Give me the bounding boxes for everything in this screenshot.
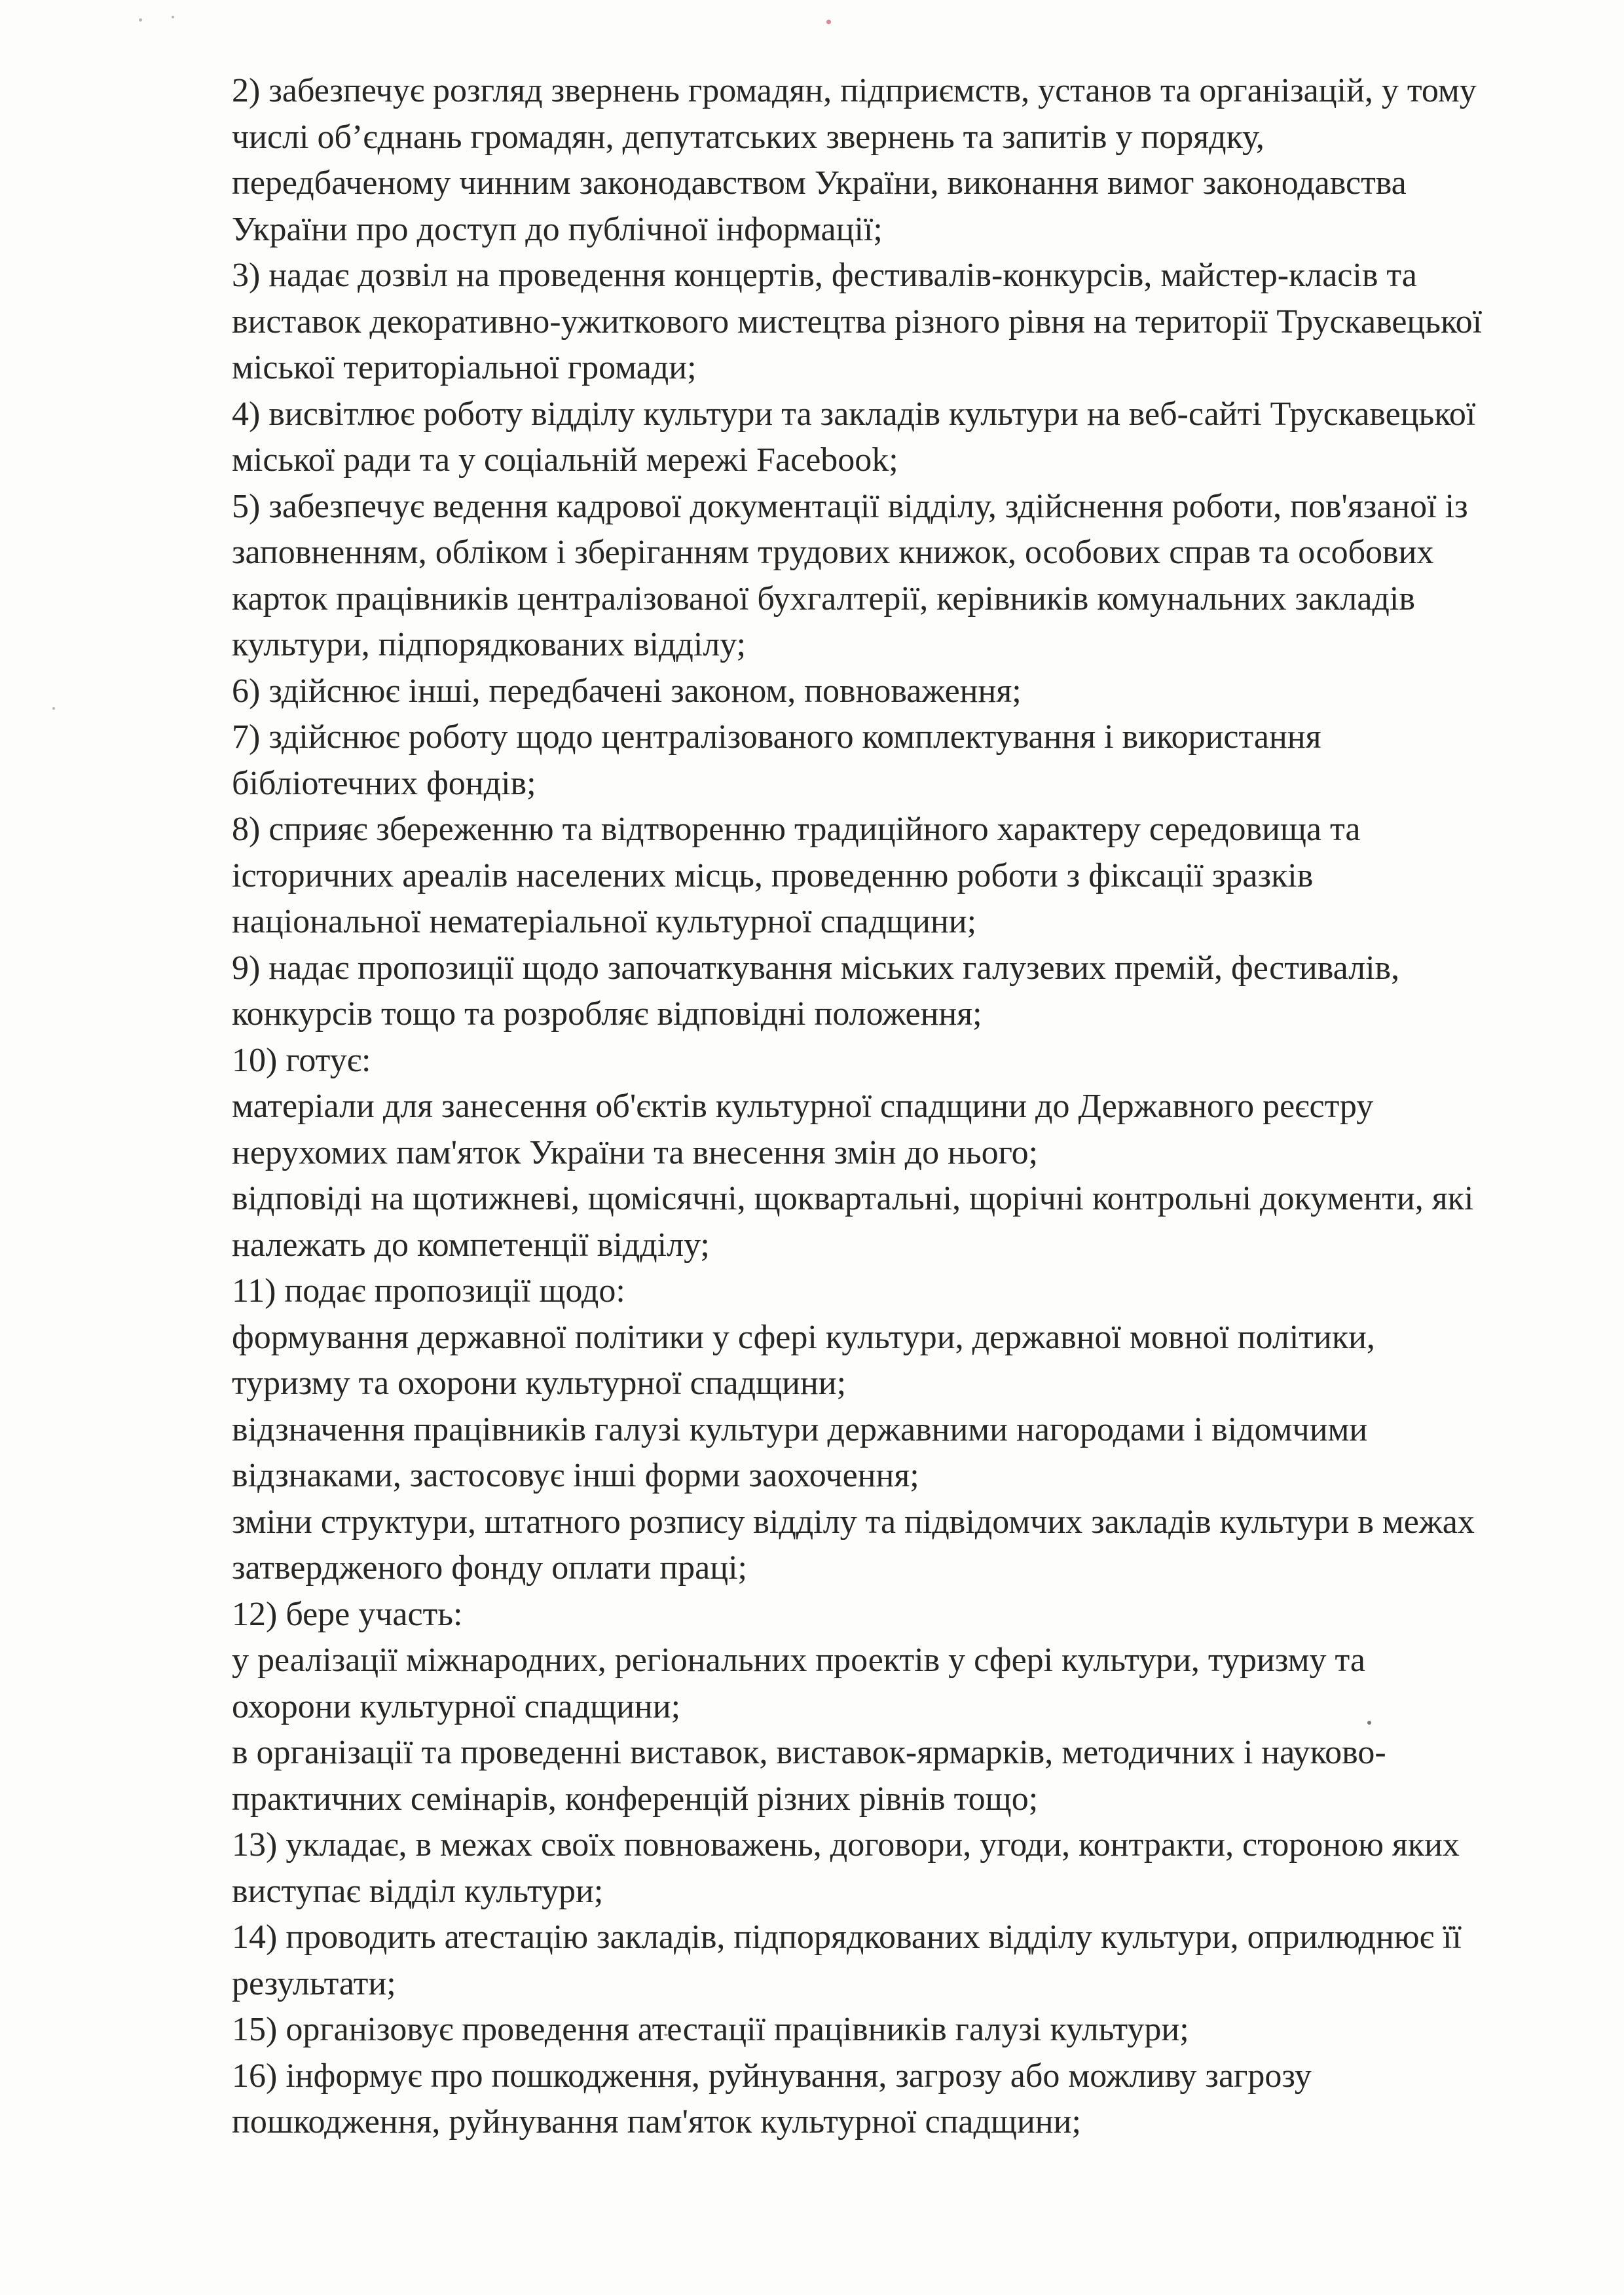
scan-speck — [52, 707, 55, 710]
text-line: виставок декоративно-ужиткового мистецтва різного рівня на території Трускавецької — [232, 303, 1483, 340]
text-line: 9) надає пропозиції щодо започаткування міських галузевих премій, фестивалів, — [232, 949, 1400, 987]
text-line: 14) проводить атестацію закладів, підпорядкованих відділу культури, оприлюднює її — [232, 1919, 1462, 1956]
text-line: 6) здійснює інші, передбачені законом, повноваження; — [232, 672, 1022, 710]
text-line: бібліотечних фондів; — [232, 764, 536, 802]
document-body — [232, 68, 1555, 2146]
text-line: 3) надає дозвіл на проведення концертів, фестивалів-конкурсів, майстер-класів та — [232, 257, 1417, 294]
text-line: карток працівників централізованої бухгалтерії, керівників комунальних закладів — [232, 579, 1415, 617]
text-line: історичних ареалів населених місць, проведенню роботи з фіксації зразків — [232, 856, 1314, 894]
text-line: відповіді на щотижневі, щомісячні, щоквартальні, щорічні контрольні документи, які — [232, 1180, 1474, 1217]
scan-speck — [172, 16, 174, 18]
text-line: національної нематеріальної культурної спадщини; — [232, 903, 977, 940]
text-line: 15) організовує проведення атестації працівників галузі культури; — [232, 2011, 1189, 2048]
text-line: результати; — [232, 1964, 396, 2002]
text-line: виступає відділ культури; — [232, 1872, 604, 1910]
text-line: 8) сприяє збереженню та відтворенню традиційного характеру середовища та — [232, 811, 1361, 848]
text-line: туризму та охорони культурної спадщини; — [232, 1365, 847, 1402]
text-line: матеріали для занесення об'єктів культурної спадщини до Державного реєстру — [232, 1088, 1374, 1125]
text-line: міської територіальної громади; — [232, 349, 697, 386]
text-line: 11) подає пропозиції щодо: — [232, 1272, 625, 1310]
text-line: 10) готує: — [232, 1041, 371, 1079]
text-line: охорони культурної спадщини; — [232, 1687, 681, 1725]
text-line: 12) бере участь: — [232, 1595, 463, 1633]
text-line: міської ради та у соціальній мережі Facebook; — [232, 441, 898, 479]
text-line: культури, підпорядкованих відділу; — [232, 626, 747, 663]
text-line: відзначення працівників галузі культури державними нагородами і відомчими — [232, 1410, 1368, 1448]
text-line: передбаченому чинним законодавством України, виконання вимог законодавства — [232, 164, 1407, 202]
text-line: числі об’єднань громадян, депутатських звернень та запитів у порядку, — [232, 118, 1264, 156]
text-line: формування державної політики у сфері культури, державної мовної політики, — [232, 1318, 1375, 1356]
text-line: пошкодження, руйнування пам'яток культурної спадщини; — [232, 2103, 1081, 2140]
scan-speck — [139, 18, 142, 22]
text-line: 7) здійснює роботу щодо централізованого комплектування і використання — [232, 718, 1321, 756]
text-line: України про доступ до публічної інформації; — [232, 210, 883, 248]
text-line: у реалізації міжнародних, регіональних проектів у сфері культури, туризму та — [232, 1642, 1365, 1679]
text-line: заповненням, обліком і зберіганням трудових книжок, особових справ та особових — [232, 534, 1434, 571]
text-line: 16) інформує про пошкодження, руйнування, загрозу або можливу загрозу — [232, 2057, 1312, 2095]
text-line: затвердженого фонду оплати праці; — [232, 1549, 747, 1587]
text-line: конкурсів тощо та розробляє відповідні положення; — [232, 995, 982, 1033]
text-line: 2) забезпечує розгляд звернень громадян, підприємств, установ та організацій, у тому — [232, 72, 1477, 109]
text-line: належать до компетенції відділу; — [232, 1226, 710, 1264]
text-line: 5) забезпечує ведення кадрової документації відділу, здійснення роботи, пов'язаної із — [232, 487, 1468, 525]
scan-speck — [826, 20, 831, 24]
text-line: нерухомих пам'яток України та внесення змін до нього; — [232, 1133, 1039, 1171]
text-line: відзнаками, застосовує інші форми заохочення; — [232, 1457, 919, 1494]
text-line: 4) висвітлює роботу відділу культури та закладів культури на веб-сайті Трускавецької — [232, 395, 1476, 433]
text-line: зміни структури, штатного розпису відділу та підвідомчих закладів культури в межах — [232, 1503, 1475, 1541]
text-line: практичних семінарів, конференцій різних рівнів тощо; — [232, 1780, 1039, 1818]
text-line: 13) укладає, в межах своїх повноважень, договори, угоди, контракти, стороною яких — [232, 1826, 1460, 1864]
text-line: в організації та проведенні виставок, виставок-ярмарків, методичних і науково- — [232, 1734, 1386, 1771]
